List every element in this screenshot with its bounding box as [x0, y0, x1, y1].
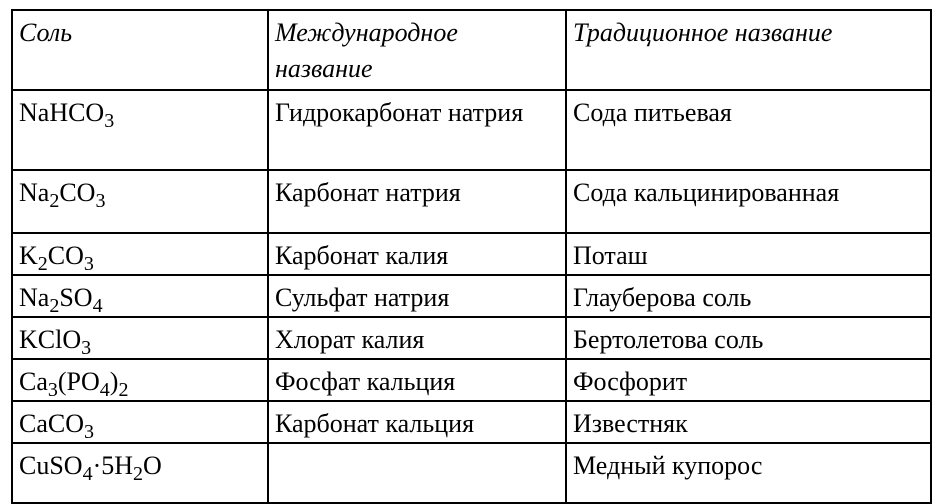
table-header-row	[12, 10, 931, 90]
salt-formula: CaCO$_3$	[12, 401, 268, 443]
table-row	[12, 359, 931, 401]
table-row	[12, 275, 931, 317]
international-name: Карбонат калия	[268, 233, 566, 275]
table-row	[12, 401, 931, 443]
salt-formula: $Ca_3(PO_4)_2$	[12, 359, 268, 401]
salt-formula: $Na_2CO_3$	[12, 170, 268, 233]
traditional-name: Сода питьевая	[566, 90, 931, 170]
international-name: Хлорат калия	[268, 317, 566, 359]
traditional-name: Сода кальцинированная	[566, 170, 931, 233]
salt-formula: $K_2CO_3$	[12, 233, 268, 275]
international-name: Гидрокарбонат натрия	[268, 90, 566, 170]
header-salt: Соль	[12, 10, 268, 90]
international-name	[268, 443, 566, 503]
table-row	[12, 317, 931, 359]
salts-table	[11, 9, 932, 504]
salt-formula: $Na_2SO_4$	[12, 275, 268, 317]
header-international-name: Международное название	[268, 10, 566, 90]
international-name: Карбонат натрия	[268, 170, 566, 233]
salt-formula: KClO$_3$	[12, 317, 268, 359]
salt-formula: NaHCO$_3$	[12, 90, 268, 170]
international-name: Сульфат натрия	[268, 275, 566, 317]
table-row	[12, 90, 931, 170]
traditional-name: Известняк	[566, 401, 931, 443]
traditional-name: Бертолетова соль	[566, 317, 931, 359]
traditional-name: Медный купорос	[566, 443, 931, 503]
international-name: Фосфат кальция	[268, 359, 566, 401]
international-name: Карбонат кальция	[268, 401, 566, 443]
table-row	[12, 443, 931, 503]
salt-formula: $CuSO_4\cdot 5H_2O$	[12, 443, 268, 503]
traditional-name: Поташ	[566, 233, 931, 275]
traditional-name: Глауберова соль	[566, 275, 931, 317]
table-row	[12, 233, 931, 275]
traditional-name: Фосфорит	[566, 359, 931, 401]
header-traditional-name: Традиционное название	[566, 10, 931, 90]
table-row	[12, 170, 931, 233]
